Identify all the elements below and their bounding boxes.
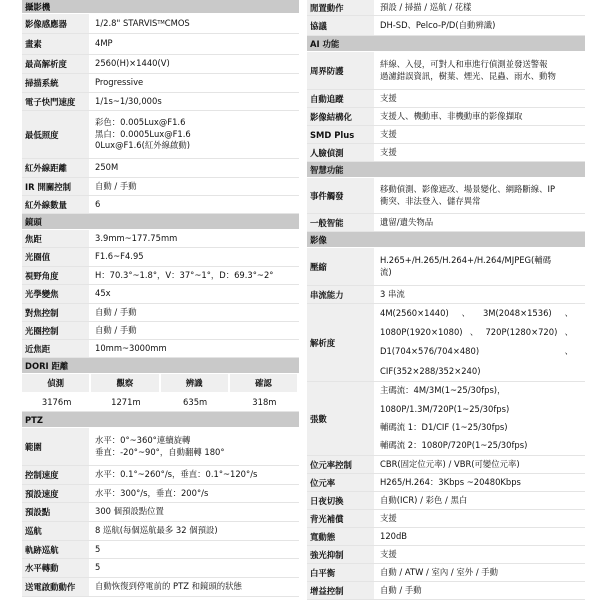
row-bitrate: 位元率 H265/H.264：3Kbps ~20480Kbps — [307, 474, 585, 492]
row-focus: 對焦控制 自動 / 手動 — [22, 304, 299, 322]
right-column — [307, 0, 585, 600]
row-sensor — [22, 14, 299, 34]
section-intel: 智慧功能 — [307, 162, 585, 178]
row-compress: 壓縮 H.265+/H.265/H.264+/H.264/MJPEG(輔碼 流) — [307, 248, 585, 286]
dori-value-row — [22, 392, 299, 412]
row-ctrl-speed: 控制速度 水平：0.1°~260°/s，垂直：0.1°~120°/s — [22, 466, 299, 485]
dori-header-recognize: 辨識 — [161, 374, 230, 392]
row-preset: 預設點 300 個預設點位置 — [22, 503, 299, 522]
section-lens: 鏡頭 — [22, 214, 299, 230]
row-hscan: 水平轉動 5 — [22, 559, 299, 578]
row-wdr: 寬動態 120dB — [307, 528, 585, 546]
section-video: 影像 — [307, 232, 585, 248]
dori-value-observe: 1271m — [91, 392, 160, 412]
dori-header-observe: 觀察 — [91, 374, 160, 392]
row-resolution: 解析度 4M(2560×1440) 、 3M(2048×1536) 、 1080P(1920×1080) 、 720P(1280×720) 、 D1(704×576/704×480) 、 CIF(352×288/352×240) — [307, 304, 585, 382]
row-shutter: 電子快門速度 1/1s~1/30,000s — [22, 93, 299, 111]
row-idle: 閒置動作 預設 / 掃描 / 巡航 / 花樣 — [307, 0, 585, 16]
row-range: 範圍 水平：0°~360°連續旋轉 垂直：-20°~90°，自動翻轉 180° — [22, 428, 299, 466]
row-perimeter: 周界防護 絆線、入侵，可對人和車進行偵測並發送警報 過濾錯誤資訊，樹葉、煙光、昆蟲、雨水、動物 — [307, 52, 585, 90]
row-tour: 巡航 8 巡航(每個巡航最多 32 個預設) — [22, 522, 299, 541]
dori-value-recognize: 635m — [161, 392, 230, 412]
sensor-value: 1/2.8" STARVIS TM CMOS — [95, 17, 190, 28]
row-brc: 位元率控制 CBR(固定位元率) / VBR(可變位元率) — [307, 456, 585, 474]
section-dori: DORI 距離 — [22, 358, 299, 374]
row-aperture: 光圈值 F1.6~F4.95 — [22, 248, 299, 267]
section-camera: 攝影機 — [22, 0, 299, 14]
row-ir-ctrl: IR 開關控制 自動 / 手動 — [22, 178, 299, 196]
row-event: 事件觸發 移動偵測、影像遮改、場景變化、網路斷線、IP 衝突、非法登入、儲存異常 — [307, 178, 585, 214]
section-ptz: PTZ — [22, 412, 299, 428]
row-hlc: 強光抑制 支援 — [307, 546, 585, 564]
row-ir-num: 紅外線數量 6 — [22, 196, 299, 214]
row-gain: 增益控制 自動 / 手動 — [307, 582, 585, 600]
row-preset-speed: 預設速度 水平：300°/s，垂直：200°/s — [22, 485, 299, 503]
row-minlux: 最低照度 彩色：0.005Lux@F1.6 黑白：0.0005Lux@F1.6 0Lux@F1.6(紅外線啟動) — [22, 111, 299, 159]
row-autotrack: 自動追蹤 支援 — [307, 90, 585, 108]
dori-value-detect: 3176m — [22, 392, 91, 412]
row-power: 送電啟動動作 自動恢復到停電前的 PTZ 和鏡頭的狀態 — [22, 578, 299, 597]
row-near: 近焦距 10mm~3000mm — [22, 340, 299, 358]
row-ir-dist: 紅外線距離 250M — [22, 159, 299, 178]
row-pixels: 畫素 4MP — [22, 34, 299, 55]
section-ai: AI 功能 — [307, 36, 585, 52]
row-struct: 影像結構化 支援人、機動車、非機動車的影像擷取 — [307, 108, 585, 126]
row-zoom: 光學變焦 45x — [22, 285, 299, 304]
row-general: 一般智能 遺留/遺失物品 — [307, 214, 585, 232]
row-scan: 掃描系統 Progressive — [22, 74, 299, 93]
row-wb: 白平衡 自動 / ATW / 室內 / 室外 / 手動 — [307, 564, 585, 582]
row-protocol: 協議 DH-SD、Pelco-P/D(自動辨識) — [307, 16, 585, 36]
row-fov: 視野角度 H：70.3°~1.8°，V：37°~1°，D：69.3°~2° — [22, 267, 299, 285]
dori-value-identify: 318m — [230, 392, 299, 412]
row-iris: 光圈控制 自動 / 手動 — [22, 322, 299, 340]
row-fps: 張數 主碼流：4M/3M(1~25/30fps)， 1080P/1.3M/720P(1~25/30fps) 輔碼流 1：D1/CIF (1~25/30fps) 輔碼流 2：1080P/720P(1~25/30fps) — [307, 382, 585, 456]
dori-header-identify: 確認 — [230, 374, 299, 392]
dori-header-detect: 偵測 — [22, 374, 91, 392]
row-stream: 串流能力 3 串流 — [307, 286, 585, 304]
sensor-label: 影像感應器 — [22, 14, 89, 33]
row-maxres: 最高解析度 2560(H)×1440(V) — [22, 55, 299, 74]
left-column — [22, 0, 299, 597]
row-focal: 焦距 3.9mm~177.75mm — [22, 230, 299, 248]
row-face: 人臉偵測 支援 — [307, 144, 585, 162]
row-track: 軌跡巡航 5 — [22, 541, 299, 559]
row-daynight: 日夜切換 自動(ICR) / 彩色 / 黑白 — [307, 492, 585, 510]
row-smd: SMD Plus 支援 — [307, 126, 585, 144]
dori-header-row — [22, 374, 299, 392]
row-blc: 背光補償 支援 — [307, 510, 585, 528]
